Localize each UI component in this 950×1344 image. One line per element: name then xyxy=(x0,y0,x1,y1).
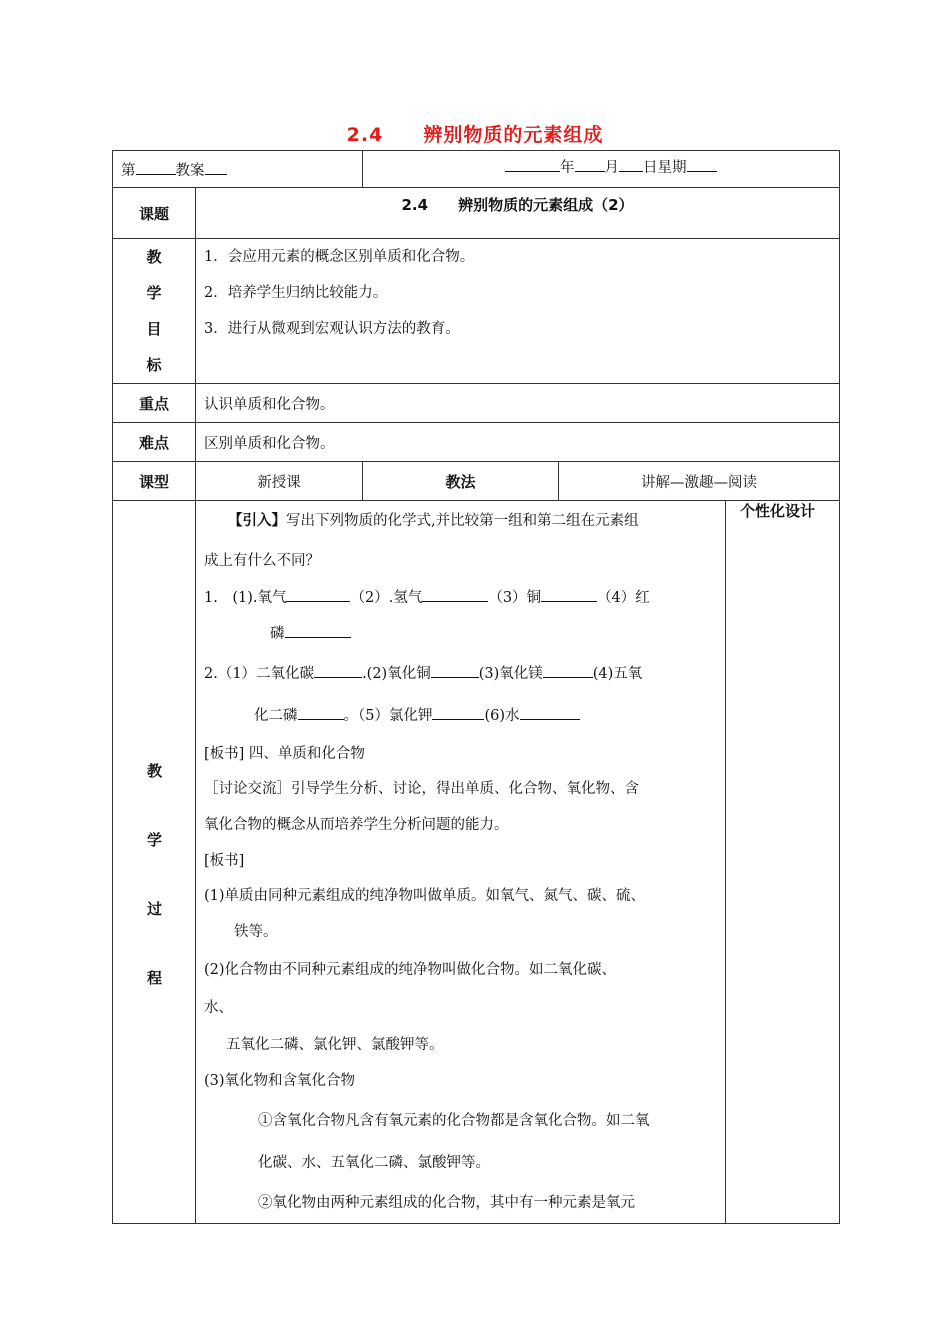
process-label-char: 过 xyxy=(146,900,162,918)
objectives-label-char: 目 xyxy=(146,320,162,338)
oxygen-compound-line-2: 化碳、水、五氧化二磷、氯酸钾等。 xyxy=(258,1155,490,1171)
lesson-number-blank xyxy=(136,160,176,175)
g2-item: 化二磷 xyxy=(254,708,298,724)
lesson-plan-blank xyxy=(205,160,227,175)
answer-blank xyxy=(298,705,344,720)
answer-blank xyxy=(431,663,479,678)
process-label-char: 程 xyxy=(146,969,162,987)
date-fields xyxy=(505,150,717,186)
objectives-label-char: 教 xyxy=(146,248,162,266)
intro-tag: 【引入】 xyxy=(228,513,286,529)
objective-item: 1．会应用元素的概念区别单质和化合物。 xyxy=(204,249,475,265)
objective-item: 3．进行从微观到宏观认识方法的教育。 xyxy=(204,321,460,337)
personalized-design-cell xyxy=(726,501,840,1224)
topic-value: 2.4 辨别物质的元素组成（2） xyxy=(196,188,840,239)
group2-line1 xyxy=(204,653,717,695)
header-left-prefix: 第 xyxy=(121,162,136,179)
answer-blank xyxy=(314,663,362,678)
weekday-blank xyxy=(687,157,717,172)
process-row xyxy=(113,501,840,1224)
process-label-char: 教 xyxy=(146,762,162,780)
lesson-plan-table xyxy=(112,150,840,1224)
g2-item: (3)氧化镁 xyxy=(478,666,543,682)
key-point-label: 重点 xyxy=(113,384,196,423)
lesson-type-value: 新授课 xyxy=(196,462,363,501)
intro-text: 写出下列物质的化学式,并比较第一组和第二组在元素组 xyxy=(286,513,639,529)
simple-substance-line-1: (1)单质由同种元素组成的纯净物叫做单质。如氧气、氮气、碳、硫、 xyxy=(204,888,646,904)
g1-item: （4）红 xyxy=(597,590,650,606)
g1-item: （3）铜 xyxy=(488,590,542,606)
g2-item: (4)五氧 xyxy=(592,666,643,682)
g1-item: 1. (1).氧气 xyxy=(204,590,287,606)
key-point-row xyxy=(113,384,840,423)
objectives-row xyxy=(113,239,840,384)
objectives-label xyxy=(113,239,196,384)
oxide-line-1: ②氧化物由两种元素组成的化合物，其中有一种元素是氧元 xyxy=(258,1195,635,1211)
lesson-type-label: 课型 xyxy=(113,462,196,501)
answer-blank xyxy=(543,663,593,678)
difficulty-label: 难点 xyxy=(113,423,196,462)
month-label: 月 xyxy=(604,160,619,176)
answer-blank xyxy=(286,587,350,602)
difficulty-row xyxy=(113,423,840,462)
answer-blank xyxy=(520,705,580,720)
teaching-method-label: 教法 xyxy=(363,462,559,501)
discussion-line-1: ［讨论交流］引导学生分析、讨论，得出单质、化合物、氧化物、含 xyxy=(204,781,639,797)
year-blank xyxy=(505,157,560,172)
intro-line xyxy=(204,501,717,541)
process-label xyxy=(113,501,196,1224)
page-title: 2.4 辨别物质的元素组成 xyxy=(346,124,604,146)
objectives-label-char: 学 xyxy=(146,284,162,302)
g2-item: (6)水 xyxy=(484,708,520,724)
g1-item: （2）.氢气 xyxy=(350,590,423,606)
answer-blank xyxy=(541,587,597,602)
objective-item: 2．培养学生归纳比较能力。 xyxy=(204,285,388,301)
header-row xyxy=(113,151,840,188)
compound-line-1: (2)化合物由不同种元素组成的纯净物叫做化合物。如二氧化碳、 xyxy=(204,962,617,978)
g2-item: 2.（1）二氧化碳 xyxy=(204,666,315,682)
month-blank xyxy=(575,157,605,172)
compound-line-2: 水、 xyxy=(204,1000,233,1016)
lesson-number-cell xyxy=(113,151,363,188)
topic-label: 课题 xyxy=(113,188,196,239)
teaching-method-value: 讲解—激趣—阅读 xyxy=(559,462,840,501)
process-label-char: 学 xyxy=(146,831,162,849)
board-heading-1: [板书] 四、单质和化合物 xyxy=(204,746,365,762)
board-heading-2: [板书] xyxy=(204,853,245,869)
day-weekday-label: 日星期 xyxy=(643,160,687,176)
process-content xyxy=(196,501,726,1224)
group1-line2 xyxy=(204,615,717,653)
answer-blank xyxy=(285,623,351,638)
key-point-value: 认识单质和化合物。 xyxy=(196,384,840,423)
discussion-line-2: 氧化合物的概念从而培养学生分析问题的能力。 xyxy=(204,817,509,833)
objectives-content xyxy=(196,239,840,384)
group1-line1 xyxy=(204,581,717,615)
answer-blank xyxy=(422,587,488,602)
year-label: 年 xyxy=(560,160,575,176)
g2-item: .(2)氧化铜 xyxy=(362,666,431,682)
personalized-design-header: 个性化设计 xyxy=(740,502,816,520)
oxygen-compound-line-1: ①含氧化合物凡含有氧元素的化合物都是含氧化合物。如二氧 xyxy=(258,1113,650,1129)
topic-row xyxy=(113,188,840,239)
answer-blank xyxy=(432,705,484,720)
compound-line-3: 五氧化二磷、氯化钾、氯酸钾等。 xyxy=(226,1037,444,1053)
difficulty-value: 区别单质和化合物。 xyxy=(196,423,840,462)
lesson-type-row xyxy=(113,462,840,501)
objectives-label-char: 标 xyxy=(146,356,162,374)
day-blank xyxy=(619,157,643,172)
group2-line2 xyxy=(204,695,717,737)
intro-text-2: 成上有什么不同？ xyxy=(204,553,320,569)
simple-substance-line-2: 铁等。 xyxy=(234,924,278,940)
oxide-heading: (3)氧化物和含氧化合物 xyxy=(204,1073,356,1089)
g1-item: 磷 xyxy=(270,626,285,642)
g2-item: 。（5）氯化钾 xyxy=(343,708,433,724)
header-left-middle: 教案 xyxy=(175,162,205,179)
